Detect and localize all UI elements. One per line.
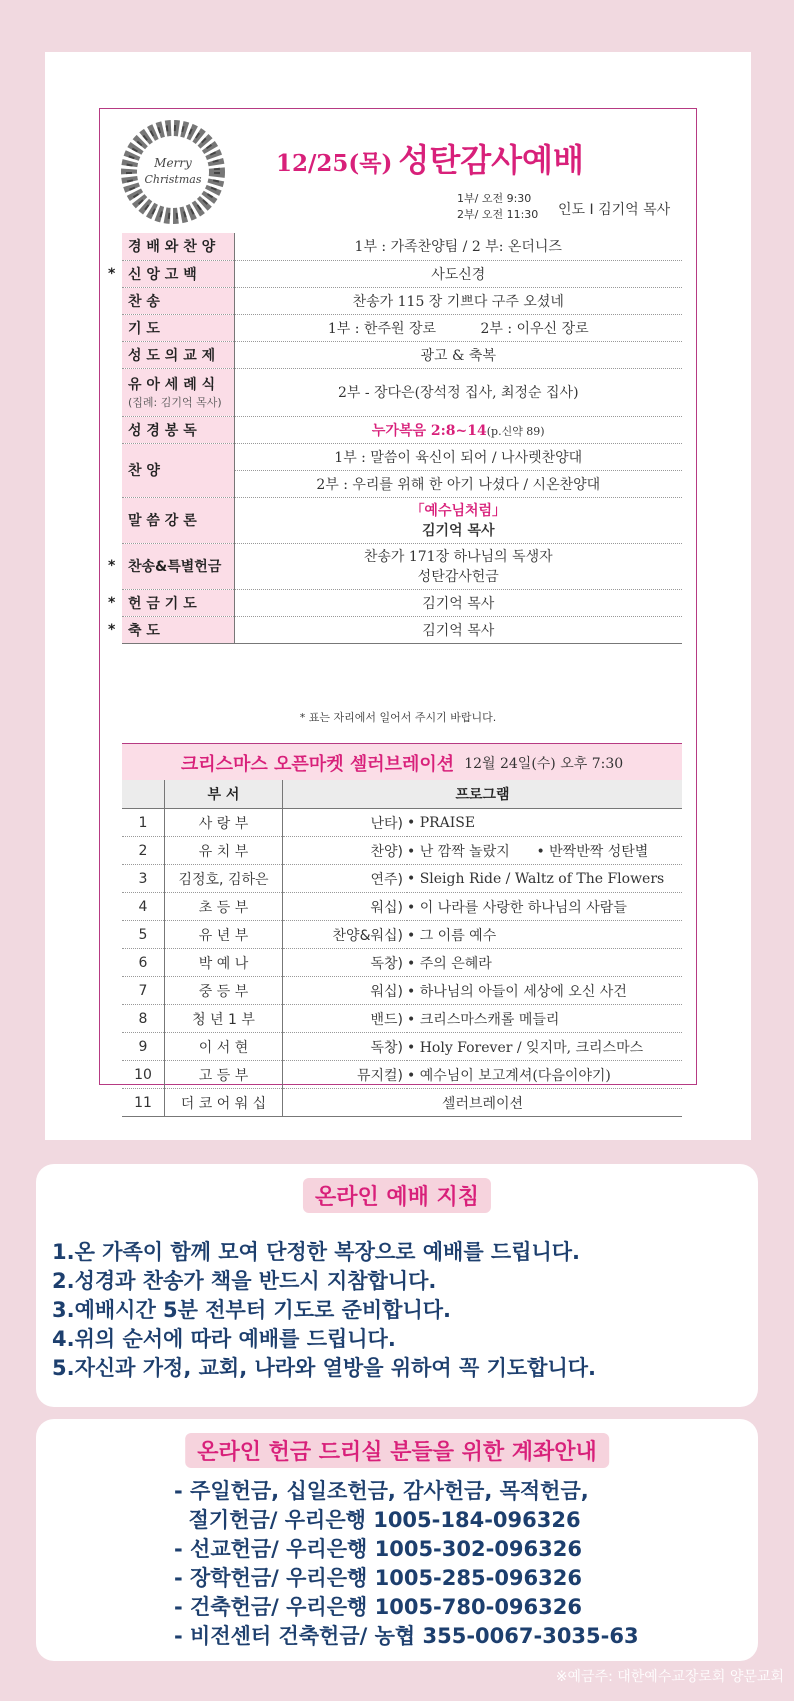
table-row xyxy=(122,949,682,977)
row-program: • 하나님의 아들이 세상에 오신 사건 xyxy=(407,977,682,1005)
sermon-speaker: 김기억 목사 xyxy=(422,523,495,539)
row-dept: 고 등 부 xyxy=(165,1061,283,1089)
row-genre: 독창) xyxy=(283,949,408,977)
list-item: 절기헌금/ 우리은행 1005-184-096326 xyxy=(174,1508,581,1532)
row-program: • Sleigh Ride / Waltz of The Flowers xyxy=(407,865,682,893)
row-no: 9 xyxy=(122,1033,165,1061)
row-dept: 이 서 현 xyxy=(165,1033,283,1061)
table-row xyxy=(122,893,682,921)
order-row xyxy=(122,416,682,443)
stand-note: * 표는 자리에서 일어서 주시기 바랍니다. xyxy=(299,711,497,724)
stand-marker: * xyxy=(108,558,116,574)
row-no: 2 xyxy=(122,837,165,865)
online-worship-card xyxy=(36,1164,758,1407)
market-program-table xyxy=(122,780,682,1117)
row-no: 6 xyxy=(122,949,165,977)
offering-account-list xyxy=(174,1477,639,1651)
col-no-header xyxy=(122,780,165,809)
stand-marker: * xyxy=(108,265,116,282)
order-label: 헌 금 기 도 xyxy=(128,595,197,612)
order-label: 성 도 의 교 제 xyxy=(128,347,216,364)
list-item: - 선교헌금/ 우리은행 1005-302-096326 xyxy=(174,1537,582,1561)
row-genre: 연주) xyxy=(283,865,408,893)
bulletin-sheet xyxy=(45,52,751,1140)
row-no: 8 xyxy=(122,1005,165,1033)
list-item: 5.자신과 가정, 교회, 나라와 열방을 위하여 꼭 기도합니다. xyxy=(52,1356,596,1380)
market-date: 12월 24일(수) 오후 7:30 xyxy=(464,755,624,772)
order-row xyxy=(122,233,682,260)
order-label: 말 씀 강 론 xyxy=(128,513,197,529)
offering-title: 온라인 헌금 드리실 분들을 위한 계좌안내 xyxy=(185,1433,609,1468)
order-label: 기 도 xyxy=(128,320,160,337)
order-row xyxy=(122,341,682,368)
wreath-text-1: Merry xyxy=(154,156,192,170)
row-genre: 워십) xyxy=(283,977,408,1005)
order-label: 성 경 봉 독 xyxy=(128,422,197,439)
row-no: 4 xyxy=(122,893,165,921)
row-dept: 김정호, 김하은 xyxy=(165,865,283,893)
row-dept: 중 등 부 xyxy=(165,977,283,1005)
wreath-text-2: Christmas xyxy=(144,173,202,186)
order-row xyxy=(122,314,682,341)
order-row xyxy=(122,497,682,543)
order-value-2: 2부 : 우리를 위해 한 아기 나셨다 / 시온찬양대 xyxy=(234,470,682,497)
row-genre: 뮤지컬) xyxy=(283,1061,408,1089)
service-preacher: 인도 I 김기억 목사 xyxy=(558,202,671,218)
row-genre: 찬양&워십) xyxy=(283,921,408,949)
order-value: 1부 : 한주원 장로 2부 : 이우신 장로 xyxy=(234,314,682,341)
service-time-2: 2부/ 오전 11:30 xyxy=(457,208,539,221)
list-item: 3.예배시간 5분 전부터 기도로 준비합니다. xyxy=(52,1298,451,1322)
order-label: 축 도 xyxy=(128,622,160,639)
order-value: 사도신경 xyxy=(234,260,682,287)
list-item: 2.성경과 찬송가 책을 반드시 지참합니다. xyxy=(52,1269,437,1293)
row-program: • 그 이름 예수 xyxy=(407,921,682,949)
order-value: 2부 - 장다은(장석정 집사, 최정순 집사) xyxy=(234,368,682,416)
order-value: 1부 : 가족찬양팀 / 2 부: 온더니즈 xyxy=(234,233,682,260)
row-program: • 크리스마스캐롤 메들리 xyxy=(407,1005,682,1033)
order-value-2: 성탄감사헌금 xyxy=(417,569,499,585)
table-row xyxy=(122,1033,682,1061)
market-title: 크리스마스 오픈마켓 셀러브레이션 xyxy=(180,753,455,775)
list-item: 1.온 가족이 함께 모여 단정한 복장으로 예배를 드립니다. xyxy=(52,1240,581,1264)
row-program: • Holy Forever / 잊지마, 크리스마스 xyxy=(407,1033,682,1061)
row-genre: 밴드) xyxy=(283,1005,408,1033)
offering-card xyxy=(36,1419,758,1661)
market-header-row xyxy=(122,780,682,809)
row-program: • 주의 은혜라 xyxy=(407,949,682,977)
table-row xyxy=(122,865,682,893)
row-program: 셀러브레이션 xyxy=(283,1089,683,1117)
service-date: 12/25(목) xyxy=(276,150,393,177)
order-row xyxy=(122,287,682,314)
order-value: 김기억 목사 xyxy=(234,616,682,643)
stand-marker: * xyxy=(108,621,116,638)
order-label: 찬 양 xyxy=(128,463,160,479)
row-no: 1 xyxy=(122,809,165,837)
row-genre: 워십) xyxy=(283,893,408,921)
order-row xyxy=(122,260,682,287)
table-row xyxy=(122,809,682,837)
row-dept: 초 등 부 xyxy=(165,893,283,921)
online-worship-title: 온라인 예배 지침 xyxy=(303,1178,491,1213)
order-of-service xyxy=(108,233,682,644)
row-no: 10 xyxy=(122,1061,165,1089)
online-worship-list xyxy=(52,1238,596,1383)
order-value: 1부 : 말씀이 육신이 되어 / 나사렛찬양대 xyxy=(234,443,682,470)
table-row xyxy=(122,1061,682,1089)
row-dept: 사 랑 부 xyxy=(165,809,283,837)
service-times xyxy=(457,191,538,223)
account-holder-note: ※예금주: 대한예수교장로회 양문교회 xyxy=(555,1669,784,1685)
service-name: 성탄감사예배 xyxy=(398,141,584,179)
row-genre: 난타) xyxy=(283,809,408,837)
row-dept: 더 코 어 워 십 xyxy=(165,1089,283,1117)
order-value: 김기억 목사 xyxy=(234,589,682,616)
row-genre: 찬양) xyxy=(283,837,408,865)
table-row xyxy=(122,1089,682,1117)
row-no: 11 xyxy=(122,1089,165,1117)
row-program: • 예수님이 보고계셔(다음이야기) xyxy=(407,1061,682,1089)
row-genre: 독창) xyxy=(283,1033,408,1061)
row-program: • PRAISE xyxy=(407,809,682,837)
christmas-wreath-icon xyxy=(120,119,226,225)
list-item: 4.위의 순서에 따라 예배를 드립니다. xyxy=(52,1327,396,1351)
row-dept: 유 년 부 xyxy=(165,921,283,949)
row-program: • 난 깜짝 놀랐지 • 반짝반짝 성탄별 xyxy=(407,837,682,865)
col-program-header: 프로그램 xyxy=(283,780,683,809)
stand-marker: * xyxy=(108,594,116,611)
scripture-page: (p.신약 89) xyxy=(486,424,545,438)
table-row xyxy=(122,837,682,865)
row-dept: 유 치 부 xyxy=(165,837,283,865)
service-time-1: 1부/ 오전 9:30 xyxy=(457,192,532,205)
order-label: 유 아 세 례 식 xyxy=(128,377,216,393)
order-value: 찬송가 171장 하나님의 독생자 xyxy=(363,549,553,565)
list-item: - 장학헌금/ 우리은행 1005-285-096326 xyxy=(174,1566,582,1590)
list-item: - 비전센터 건축헌금/ 농협 355-0067-3035-63 xyxy=(174,1624,639,1648)
list-item: - 건축헌금/ 우리은행 1005-780-096326 xyxy=(174,1595,582,1619)
row-no: 3 xyxy=(122,865,165,893)
row-dept: 청 년 1 부 xyxy=(165,1005,283,1033)
row-no: 5 xyxy=(122,921,165,949)
order-row xyxy=(122,616,682,643)
order-row xyxy=(122,443,682,470)
order-sublabel: (집례: 김기억 목사) xyxy=(128,396,222,409)
market-header xyxy=(122,743,682,781)
col-dept-header: 부 서 xyxy=(165,780,283,809)
row-program: • 이 나라를 사랑한 하나님의 사람들 xyxy=(407,893,682,921)
sermon-title: 「예수님처럼」 xyxy=(410,503,507,519)
order-row xyxy=(122,589,682,616)
order-row xyxy=(122,368,682,416)
order-label: 경 배 와 찬 양 xyxy=(128,239,216,256)
row-dept: 박 예 나 xyxy=(165,949,283,977)
table-row xyxy=(122,1005,682,1033)
service-frame xyxy=(99,108,697,1112)
scripture-reading: 누가복음 2:8~14 xyxy=(371,422,487,439)
service-title xyxy=(276,135,584,181)
table-row xyxy=(122,921,682,949)
table-row xyxy=(122,977,682,1005)
order-value: 찬송가 115 장 기쁘다 구주 오셨네 xyxy=(234,287,682,314)
row-no: 7 xyxy=(122,977,165,1005)
order-label: 찬송&특별헌금 xyxy=(128,559,222,575)
order-label: 신 앙 고 백 xyxy=(128,266,197,283)
order-value: 광고 & 축복 xyxy=(234,341,682,368)
order-row xyxy=(122,543,682,589)
order-label: 찬 송 xyxy=(128,293,160,310)
list-item: - 주일헌금, 십일조헌금, 감사헌금, 목적헌금, xyxy=(174,1479,589,1503)
